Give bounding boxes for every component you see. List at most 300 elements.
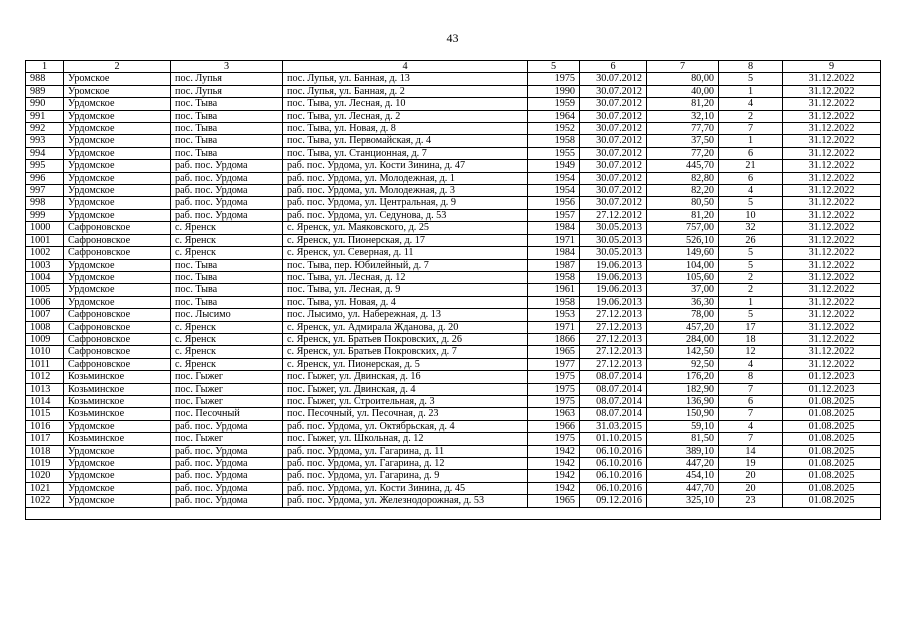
cell-residents: 21: [719, 160, 783, 172]
table-row: [26, 358, 881, 370]
cell-address: пос. Гыжег, ул. Двинская, д. 4: [283, 383, 528, 395]
table-row: [26, 346, 881, 358]
cell-year: 1949: [528, 160, 580, 172]
cell-date: 06.10.2016: [580, 482, 647, 494]
cell-year: 1965: [528, 495, 580, 507]
cell-locality: с. Яренск: [171, 321, 283, 333]
cell-number: 998: [26, 197, 64, 209]
table-row: [26, 73, 881, 85]
cell-locality: пос. Лупья: [171, 73, 283, 85]
cell-locality: раб. пос. Урдома: [171, 209, 283, 221]
cell-area: 81,20: [647, 98, 719, 110]
cell-locality: раб. пос. Урдома: [171, 495, 283, 507]
cell-residents: 4: [719, 98, 783, 110]
cell-deadline: 31.12.2022: [783, 172, 881, 184]
cell-address: с. Яренск, ул. Пионерская, д. 17: [283, 234, 528, 246]
cell-area: 80,00: [647, 73, 719, 85]
cell-date: 08.07.2014: [580, 383, 647, 395]
cell-number: 1011: [26, 358, 64, 370]
cell-settlement: Урдомское: [64, 197, 171, 209]
table-row: [26, 160, 881, 172]
cell-year: 1959: [528, 98, 580, 110]
cell-locality: раб. пос. Урдома: [171, 445, 283, 457]
cell-year: 1958: [528, 135, 580, 147]
cell-address: пос. Лупья, ул. Банная, д. 13: [283, 73, 528, 85]
cell-locality: с. Яренск: [171, 358, 283, 370]
cell-address: пос. Тыва, пер. Юбилейный, д. 7: [283, 259, 528, 271]
cell-number: 1008: [26, 321, 64, 333]
cell-address: пос. Тыва, ул. Лесная, д. 9: [283, 284, 528, 296]
cell-residents: 20: [719, 470, 783, 482]
cell-residents: 19: [719, 458, 783, 470]
cell-settlement: Урдомское: [64, 458, 171, 470]
cell-settlement: Урдомское: [64, 110, 171, 122]
cell-number: 1019: [26, 458, 64, 470]
table-row: [26, 445, 881, 457]
cell-year: 1942: [528, 458, 580, 470]
cell-address: раб. пос. Урдома, ул. Кости Зинина, д. 45: [283, 482, 528, 494]
cell-residents: 20: [719, 482, 783, 494]
table-row: [26, 420, 881, 432]
table-row: [26, 209, 881, 221]
cell-date: 31.03.2015: [580, 420, 647, 432]
cell-area: 82,20: [647, 185, 719, 197]
cell-settlement: Сафроновское: [64, 321, 171, 333]
cell-area: 457,20: [647, 321, 719, 333]
page-number: 43: [446, 31, 459, 45]
cell-residents: 5: [719, 309, 783, 321]
cell-address: пос. Тыва, ул. Лесная, д. 2: [283, 110, 528, 122]
cell-residents: 1: [719, 85, 783, 97]
cell-residents: 10: [719, 209, 783, 221]
cell-area: 105,60: [647, 271, 719, 283]
column-header-row: [26, 61, 881, 73]
table-row: [26, 185, 881, 197]
cell-number: 1003: [26, 259, 64, 271]
cell-address: с. Яренск, ул. Братьев Покровских, д. 7: [283, 346, 528, 358]
table-row: [26, 110, 881, 122]
cell-settlement: Сафроновское: [64, 333, 171, 345]
cell-residents: 6: [719, 395, 783, 407]
cell-settlement: Сафроновское: [64, 309, 171, 321]
table-row: [26, 247, 881, 259]
table-row: [26, 495, 881, 507]
cell-year: 1954: [528, 185, 580, 197]
cell-number: 1002: [26, 247, 64, 259]
cell-locality: пос. Тыва: [171, 147, 283, 159]
cell-year: 1942: [528, 470, 580, 482]
cell-year: 1953: [528, 309, 580, 321]
cell-address: с. Яренск, ул. Адмирала Жданова, д. 20: [283, 321, 528, 333]
cell-settlement: Урдомское: [64, 482, 171, 494]
cell-locality: с. Яренск: [171, 234, 283, 246]
table-row: [26, 458, 881, 470]
cell-address: пос. Гыжег, ул. Строительная, д. 3: [283, 395, 528, 407]
cell-number: 1012: [26, 371, 64, 383]
cell-residents: 2: [719, 284, 783, 296]
column-header: 1: [26, 61, 64, 73]
cell-address: с. Яренск, ул. Пионерская, д. 5: [283, 358, 528, 370]
table-row: [26, 123, 881, 135]
cell-date: 01.10.2015: [580, 433, 647, 445]
cell-date: 06.10.2016: [580, 458, 647, 470]
cell-residents: 12: [719, 346, 783, 358]
cell-number: 1001: [26, 234, 64, 246]
table-row: [26, 271, 881, 283]
table-row: [26, 259, 881, 271]
cell-year: 1975: [528, 433, 580, 445]
cell-address: раб. пос. Урдома, ул. Центральная, д. 9: [283, 197, 528, 209]
cell-deadline: 01.12.2023: [783, 371, 881, 383]
table-row: [26, 284, 881, 296]
cell-settlement: Урдомское: [64, 495, 171, 507]
cell-residents: 5: [719, 247, 783, 259]
cell-address: пос. Лупья, ул. Банная, д. 2: [283, 85, 528, 97]
cell-date: 27.12.2013: [580, 346, 647, 358]
cell-area: 32,10: [647, 110, 719, 122]
cell-area: 447,20: [647, 458, 719, 470]
cell-residents: 26: [719, 234, 783, 246]
cell-locality: пос. Гыжег: [171, 395, 283, 407]
cell-locality: пос. Тыва: [171, 284, 283, 296]
cell-year: 1964: [528, 110, 580, 122]
table-row: [26, 222, 881, 234]
cell-deadline: 31.12.2022: [783, 160, 881, 172]
cell-address: пос. Гыжег, ул. Двинская, д. 16: [283, 371, 528, 383]
column-header: 4: [283, 61, 528, 73]
cell-deadline: 31.12.2022: [783, 197, 881, 209]
cell-locality: раб. пос. Урдома: [171, 458, 283, 470]
cell-residents: 1: [719, 296, 783, 308]
cell-settlement: Урдомское: [64, 271, 171, 283]
cell-residents: 7: [719, 383, 783, 395]
cell-settlement: Урдомское: [64, 98, 171, 110]
cell-year: 1958: [528, 296, 580, 308]
cell-year: 1975: [528, 371, 580, 383]
cell-deadline: 31.12.2022: [783, 85, 881, 97]
cell-number: 1000: [26, 222, 64, 234]
cell-settlement: Урдомское: [64, 135, 171, 147]
cell-locality: раб. пос. Урдома: [171, 160, 283, 172]
cell-settlement: Урдомское: [64, 123, 171, 135]
column-header: 6: [580, 61, 647, 73]
cell-deadline: 31.12.2022: [783, 271, 881, 283]
cell-area: 82,80: [647, 172, 719, 184]
cell-address: раб. пос. Урдома, ул. Гагарина, д. 9: [283, 470, 528, 482]
cell-deadline: 31.12.2022: [783, 135, 881, 147]
cell-number: 1013: [26, 383, 64, 395]
table-bottom-band: [26, 507, 881, 519]
cell-area: 81,50: [647, 433, 719, 445]
cell-year: 1954: [528, 172, 580, 184]
cell-year: 1975: [528, 383, 580, 395]
cell-settlement: Козьминское: [64, 433, 171, 445]
cell-area: 59,10: [647, 420, 719, 432]
cell-year: 1942: [528, 445, 580, 457]
cell-locality: пос. Лысимо: [171, 309, 283, 321]
cell-year: 1966: [528, 420, 580, 432]
cell-address: с. Яренск, ул. Северная, д. 11: [283, 247, 528, 259]
cell-number: 1020: [26, 470, 64, 482]
cell-number: 999: [26, 209, 64, 221]
table-row: [26, 321, 881, 333]
cell-number: 1016: [26, 420, 64, 432]
cell-residents: 23: [719, 495, 783, 507]
cell-locality: с. Яренск: [171, 346, 283, 358]
cell-address: раб. пос. Урдома, ул. Молодежная, д. 1: [283, 172, 528, 184]
cell-year: 1971: [528, 234, 580, 246]
cell-locality: пос. Тыва: [171, 259, 283, 271]
cell-date: 30.07.2012: [580, 85, 647, 97]
cell-settlement: Урдомское: [64, 259, 171, 271]
column-header: 5: [528, 61, 580, 73]
cell-deadline: 31.12.2022: [783, 321, 881, 333]
cell-residents: 5: [719, 197, 783, 209]
cell-year: 1971: [528, 321, 580, 333]
cell-deadline: 31.12.2022: [783, 209, 881, 221]
cell-address: пос. Тыва, ул. Новая, д. 4: [283, 296, 528, 308]
cell-locality: пос. Тыва: [171, 123, 283, 135]
table-row: [26, 309, 881, 321]
cell-settlement: Сафроновское: [64, 346, 171, 358]
cell-residents: 1: [719, 135, 783, 147]
cell-number: 1022: [26, 495, 64, 507]
table-row: [26, 383, 881, 395]
cell-address: пос. Тыва, ул. Станционная, д. 7: [283, 147, 528, 159]
cell-address: пос. Тыва, ул. Лесная, д. 12: [283, 271, 528, 283]
cell-area: 447,70: [647, 482, 719, 494]
table-row: [26, 172, 881, 184]
cell-settlement: Урдомское: [64, 284, 171, 296]
housing-registry-table: [25, 60, 881, 520]
cell-number: 995: [26, 160, 64, 172]
cell-number: 988: [26, 73, 64, 85]
cell-date: 30.07.2012: [580, 197, 647, 209]
cell-residents: 7: [719, 408, 783, 420]
cell-settlement: Сафроновское: [64, 358, 171, 370]
cell-settlement: Урдомское: [64, 147, 171, 159]
cell-date: 30.07.2012: [580, 147, 647, 159]
cell-deadline: 01.12.2023: [783, 383, 881, 395]
cell-date: 19.06.2013: [580, 296, 647, 308]
cell-settlement: Урдомское: [64, 445, 171, 457]
cell-date: 30.07.2012: [580, 172, 647, 184]
table-row: [26, 234, 881, 246]
cell-year: 1963: [528, 408, 580, 420]
table-row: [26, 135, 881, 147]
column-header: 8: [719, 61, 783, 73]
cell-year: 1958: [528, 271, 580, 283]
cell-area: 149,60: [647, 247, 719, 259]
cell-deadline: 31.12.2022: [783, 110, 881, 122]
cell-area: 176,20: [647, 371, 719, 383]
cell-residents: 4: [719, 185, 783, 197]
cell-date: 27.12.2013: [580, 321, 647, 333]
cell-settlement: Сафроновское: [64, 222, 171, 234]
cell-year: 1961: [528, 284, 580, 296]
cell-settlement: Уромское: [64, 85, 171, 97]
cell-deadline: 31.12.2022: [783, 98, 881, 110]
cell-settlement: Уромское: [64, 73, 171, 85]
cell-area: 454,10: [647, 470, 719, 482]
cell-residents: 2: [719, 271, 783, 283]
cell-settlement: Урдомское: [64, 296, 171, 308]
cell-date: 27.12.2012: [580, 209, 647, 221]
cell-settlement: Козьминское: [64, 408, 171, 420]
cell-date: 30.05.2013: [580, 247, 647, 259]
cell-address: пос. Песочный, ул. Песочная, д. 23: [283, 408, 528, 420]
cell-deadline: 31.12.2022: [783, 346, 881, 358]
cell-locality: пос. Песочный: [171, 408, 283, 420]
cell-residents: 7: [719, 433, 783, 445]
cell-number: 991: [26, 110, 64, 122]
cell-year: 1955: [528, 147, 580, 159]
cell-residents: 4: [719, 358, 783, 370]
cell-number: 1014: [26, 395, 64, 407]
cell-residents: 8: [719, 371, 783, 383]
table-row: [26, 333, 881, 345]
cell-date: 19.06.2013: [580, 271, 647, 283]
cell-address: с. Яренск, ул. Братьев Покровских, д. 26: [283, 333, 528, 345]
cell-number: 1005: [26, 284, 64, 296]
cell-date: 30.07.2012: [580, 73, 647, 85]
cell-deadline: 31.12.2022: [783, 123, 881, 135]
cell-area: 445,70: [647, 160, 719, 172]
cell-locality: пос. Гыжег: [171, 371, 283, 383]
cell-date: 06.10.2016: [580, 470, 647, 482]
cell-address: раб. пос. Урдома, ул. Кости Зинина, д. 47: [283, 160, 528, 172]
cell-deadline: 31.12.2022: [783, 247, 881, 259]
cell-deadline: 31.12.2022: [783, 147, 881, 159]
cell-locality: пос. Тыва: [171, 98, 283, 110]
cell-area: 325,10: [647, 495, 719, 507]
table-row: [26, 433, 881, 445]
cell-locality: пос. Тыва: [171, 296, 283, 308]
cell-locality: с. Яренск: [171, 247, 283, 259]
cell-address: пос. Тыва, ул. Лесная, д. 10: [283, 98, 528, 110]
cell-year: 1956: [528, 197, 580, 209]
cell-date: 30.07.2012: [580, 110, 647, 122]
cell-area: 37,00: [647, 284, 719, 296]
cell-deadline: 01.08.2025: [783, 482, 881, 494]
cell-settlement: Козьминское: [64, 371, 171, 383]
cell-area: 142,50: [647, 346, 719, 358]
cell-locality: раб. пос. Урдома: [171, 470, 283, 482]
cell-number: 1009: [26, 333, 64, 345]
cell-area: 77,70: [647, 123, 719, 135]
cell-number: 993: [26, 135, 64, 147]
cell-deadline: 31.12.2022: [783, 333, 881, 345]
cell-address: пос. Лысимо, ул. Набережная, д. 13: [283, 309, 528, 321]
cell-deadline: 01.08.2025: [783, 408, 881, 420]
cell-residents: 4: [719, 420, 783, 432]
cell-area: 104,00: [647, 259, 719, 271]
cell-date: 30.07.2012: [580, 135, 647, 147]
cell-date: 30.07.2012: [580, 123, 647, 135]
cell-deadline: 31.12.2022: [783, 309, 881, 321]
cell-date: 30.05.2013: [580, 222, 647, 234]
cell-address: раб. пос. Урдома, ул. Железнодорожная, д. 53: [283, 495, 528, 507]
table-row: [26, 98, 881, 110]
table-row: [26, 395, 881, 407]
cell-locality: раб. пос. Урдома: [171, 185, 283, 197]
cell-deadline: 31.12.2022: [783, 284, 881, 296]
cell-residents: 6: [719, 172, 783, 184]
column-header: 3: [171, 61, 283, 73]
cell-deadline: 01.08.2025: [783, 470, 881, 482]
cell-settlement: Урдомское: [64, 209, 171, 221]
cell-date: 30.05.2013: [580, 234, 647, 246]
cell-year: 1975: [528, 395, 580, 407]
cell-locality: пос. Тыва: [171, 271, 283, 283]
cell-settlement: Сафроновское: [64, 247, 171, 259]
cell-area: 81,20: [647, 209, 719, 221]
cell-date: 08.07.2014: [580, 408, 647, 420]
cell-year: 1866: [528, 333, 580, 345]
cell-settlement: Козьминское: [64, 383, 171, 395]
cell-settlement: Урдомское: [64, 185, 171, 197]
cell-deadline: 31.12.2022: [783, 358, 881, 370]
cell-area: 92,50: [647, 358, 719, 370]
cell-address: раб. пос. Урдома, ул. Октябрьская, д. 4: [283, 420, 528, 432]
column-header: 7: [647, 61, 719, 73]
cell-area: 77,20: [647, 147, 719, 159]
cell-number: 1015: [26, 408, 64, 420]
table-row: [26, 296, 881, 308]
cell-date: 30.07.2012: [580, 98, 647, 110]
cell-year: 1984: [528, 222, 580, 234]
cell-deadline: 01.08.2025: [783, 420, 881, 432]
cell-area: 526,10: [647, 234, 719, 246]
cell-number: 1021: [26, 482, 64, 494]
cell-address: пос. Тыва, ул. Новая, д. 8: [283, 123, 528, 135]
cell-settlement: Сафроновское: [64, 234, 171, 246]
cell-number: 992: [26, 123, 64, 135]
cell-locality: с. Яренск: [171, 222, 283, 234]
column-header: 2: [64, 61, 171, 73]
cell-number: 996: [26, 172, 64, 184]
cell-area: 182,90: [647, 383, 719, 395]
cell-residents: 14: [719, 445, 783, 457]
cell-settlement: Козьминское: [64, 395, 171, 407]
cell-number: 997: [26, 185, 64, 197]
cell-deadline: 31.12.2022: [783, 259, 881, 271]
cell-date: 08.07.2014: [580, 371, 647, 383]
table-row: [26, 85, 881, 97]
cell-residents: 17: [719, 321, 783, 333]
cell-locality: раб. пос. Урдома: [171, 482, 283, 494]
cell-deadline: 01.08.2025: [783, 495, 881, 507]
cell-area: 36,30: [647, 296, 719, 308]
cell-area: 37,50: [647, 135, 719, 147]
cell-address: раб. пос. Урдома, ул. Седунова, д. 53: [283, 209, 528, 221]
cell-deadline: 31.12.2022: [783, 234, 881, 246]
cell-deadline: 31.12.2022: [783, 222, 881, 234]
cell-settlement: Урдомское: [64, 172, 171, 184]
cell-deadline: 31.12.2022: [783, 185, 881, 197]
cell-residents: 32: [719, 222, 783, 234]
table-bottom-band-cell: [26, 507, 881, 519]
cell-year: 1965: [528, 346, 580, 358]
cell-address: раб. пос. Урдома, ул. Гагарина, д. 12: [283, 458, 528, 470]
cell-address: с. Яренск, ул. Маяковского, д. 25: [283, 222, 528, 234]
cell-year: 1984: [528, 247, 580, 259]
cell-date: 27.12.2013: [580, 358, 647, 370]
table-row: [26, 371, 881, 383]
cell-locality: с. Яренск: [171, 333, 283, 345]
table-body: [26, 61, 881, 520]
cell-locality: раб. пос. Урдома: [171, 172, 283, 184]
